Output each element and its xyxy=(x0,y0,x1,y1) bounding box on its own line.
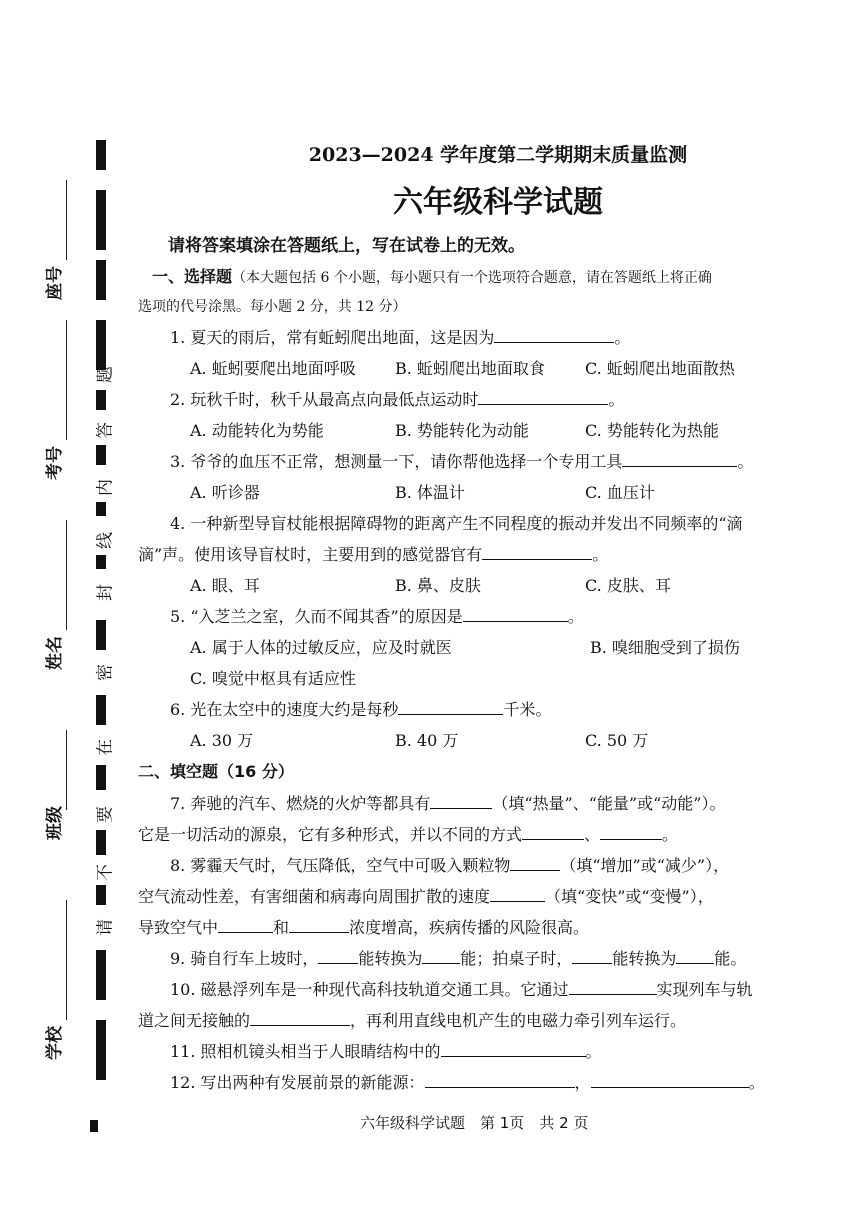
question-12: 12. 写出两种有发展前景的新能源： ， 。 xyxy=(138,1067,818,1098)
answer-blank xyxy=(482,541,592,560)
answer-blank xyxy=(218,914,273,933)
answer-blank xyxy=(425,1069,575,1088)
answer-blank xyxy=(591,1069,749,1088)
question-3: 3. 爷爷的血压不正常，想测量一下，请你帮他选择一个专用工具 。 xyxy=(138,446,818,477)
answer-blank xyxy=(522,821,584,840)
seal-char: 密 xyxy=(95,664,116,681)
question-8-line3: 导致空气中 和 浓度增高，疾病传播的风险很高。 xyxy=(138,912,818,943)
option-a: A. 属于人体的过敏反应，应及时就医 xyxy=(190,638,452,657)
term-heading: 2023—2024 学年度第二学期期末质量监测 xyxy=(308,144,688,166)
question-7: 7. 奔驰的汽车、燃烧的火炉等都具有 （填“热量”、“能量”或“动能”）。 xyxy=(138,788,818,819)
q1-options xyxy=(138,353,818,384)
answer-blank xyxy=(441,1038,586,1057)
section1-header xyxy=(138,262,818,293)
school-line xyxy=(66,900,67,1020)
exam-no-line xyxy=(66,320,67,440)
option-c: C. 势能转化为热能 xyxy=(585,421,719,440)
q3-options xyxy=(138,477,818,508)
option-b: B. 蚯蚓爬出地面取食 xyxy=(395,359,545,378)
q6-text: 6. 光在太空中的速度大约是每秒 xyxy=(170,700,399,719)
answer-blank xyxy=(600,821,662,840)
q5-options xyxy=(138,632,818,663)
answer-blank xyxy=(622,448,737,467)
q5-options-2 xyxy=(138,663,818,694)
seal-char: 线 xyxy=(95,532,116,549)
name-label: 姓名 xyxy=(45,636,65,670)
seal-char: 题 xyxy=(95,366,116,383)
option-a: A. 眼、耳 xyxy=(190,576,260,595)
question-9: 9. 骑自行车上坡时， 能转换为 能；拍桌子时， 能转换为 能。 xyxy=(138,943,818,974)
question-7-line2: 它是一切活动的源泉，它有多种形式，并以不同的方式 、 。 xyxy=(138,819,818,850)
question-10: 10. 磁悬浮列车是一种现代高科技轨道交通工具。它通过 实现列车与轨 xyxy=(138,974,818,1005)
section1-desc2: 选项的代号涂黑。每小题 2 分，共 12 分） xyxy=(138,299,407,315)
seal-char: 要 xyxy=(95,806,116,823)
option-c: C. 50 万 xyxy=(585,731,649,750)
notice: 请将答案填涂在答题纸上，写在试卷上的无效。 xyxy=(168,236,525,256)
answer-blank xyxy=(289,914,349,933)
question-8-line2: 空气流动性差，有害细菌和病毒向周围扩散的速度 （填“变快”或“变慢”）， xyxy=(138,881,818,912)
option-a: A. 蚯蚓要爬出地面呼吸 xyxy=(190,359,356,378)
question-11: 11. 照相机镜头相当于人眼睛结构中的 。 xyxy=(138,1036,818,1067)
name-line xyxy=(66,520,67,630)
option-b: B. 嗅细胞受到了损伤 xyxy=(590,638,740,657)
option-b: B. 体温计 xyxy=(395,483,465,502)
question-1: 1. 夏天的雨后，常有蚯蚓爬出地面，这是因为 。 xyxy=(138,322,818,353)
option-c: C. 蚯蚓爬出地面散热 xyxy=(585,359,735,378)
question-6: 6. 光在太空中的速度大约是每秒 千米。 xyxy=(138,694,818,725)
answer-blank xyxy=(494,324,614,343)
option-b: B. 鼻、皮肤 xyxy=(395,576,481,595)
q3-text: 3. 爷爷的血压不正常，想测量一下，请你帮他选择一个专用工具 xyxy=(170,452,623,471)
exam-page xyxy=(138,140,818,1098)
q1-text: 1. 夏天的雨后，常有蚯蚓爬出地面，这是因为 xyxy=(170,328,495,347)
option-a: A. 30 万 xyxy=(190,731,254,750)
seal-char: 答 xyxy=(95,422,116,439)
section2-heading: 二、填空题（16 分） xyxy=(138,762,294,781)
answer-blank xyxy=(318,945,358,964)
section1-heading: 一、选择题 xyxy=(152,267,233,286)
answer-blank xyxy=(398,696,503,715)
question-10-line2: 道之间无接触的 ，再利用直线电机产生的电磁力牵引列车运行。 xyxy=(138,1005,818,1036)
question-8: 8. 雾霾天气时，气压降低，空气中可吸入颗粒物 （填“增加”或“减少”）， xyxy=(138,850,818,881)
seal-char: 内 xyxy=(95,479,116,496)
answer-blank xyxy=(572,945,612,964)
binding-margin xyxy=(40,130,130,1150)
option-c: C. 皮肤、耳 xyxy=(585,576,671,595)
option-c: C. 血压计 xyxy=(585,483,655,502)
section2-header xyxy=(138,756,818,788)
option-c: C. 嗅觉中枢具有适应性 xyxy=(190,669,356,688)
seal-char: 封 xyxy=(95,584,116,601)
answer-blank xyxy=(422,945,460,964)
seal-char: 在 xyxy=(95,739,116,756)
seal-char: 不 xyxy=(95,864,116,881)
q5-text: 5. “入芝兰之室，久而不闻其香”的原因是 xyxy=(170,607,463,626)
seal-char: 请 xyxy=(95,919,116,936)
class-line xyxy=(66,730,67,810)
q4-options xyxy=(138,570,818,601)
answer-blank xyxy=(569,976,657,995)
option-a: A. 动能转化为势能 xyxy=(190,421,324,440)
q6-options xyxy=(138,725,818,756)
option-b: B. 势能转化为动能 xyxy=(395,421,529,440)
page-title: 六年级科学试题 xyxy=(393,185,603,220)
option-a: A. 听诊器 xyxy=(190,483,260,502)
answer-blank xyxy=(463,603,568,622)
option-b: B. 40 万 xyxy=(395,731,459,750)
answer-blank xyxy=(430,790,492,809)
seal-line xyxy=(92,140,114,1140)
question-5: 5. “入芝兰之室，久而不闻其香”的原因是 。 xyxy=(138,601,818,632)
page-footer: 六年级科学试题 第 1页 共 2 页 xyxy=(360,1114,589,1132)
answer-blank xyxy=(676,945,714,964)
seat-label: 座号 xyxy=(45,266,65,300)
school-label: 学校 xyxy=(45,1026,65,1060)
answer-blank xyxy=(510,852,560,871)
scan-mark xyxy=(90,1120,98,1132)
answer-blank xyxy=(250,1007,350,1026)
question-4-line1: 4. 一种新型导盲杖能根据障碍物的距离产生不同程度的振动并发出不同频率的“滴 xyxy=(170,514,743,533)
answer-blank xyxy=(478,386,608,405)
exam-no-label: 考号 xyxy=(45,446,65,480)
q2-text: 2. 玩秋千时，秋千从最高点向最低点运动时 xyxy=(170,390,479,409)
q2-options xyxy=(138,415,818,446)
class-label: 班级 xyxy=(45,806,65,840)
question-2: 2. 玩秋千时，秋千从最高点向最低点运动时 。 xyxy=(138,384,818,415)
question-4-line2: 滴”声。使用该导盲杖时，主要用到的感觉器官有 。 xyxy=(138,539,818,570)
section1-desc1: （本大题包括 6 个小题，每小题只有一个选项符合题意，请在答题纸上将正确 xyxy=(232,270,712,286)
seat-line xyxy=(66,180,67,260)
answer-blank xyxy=(490,883,545,902)
